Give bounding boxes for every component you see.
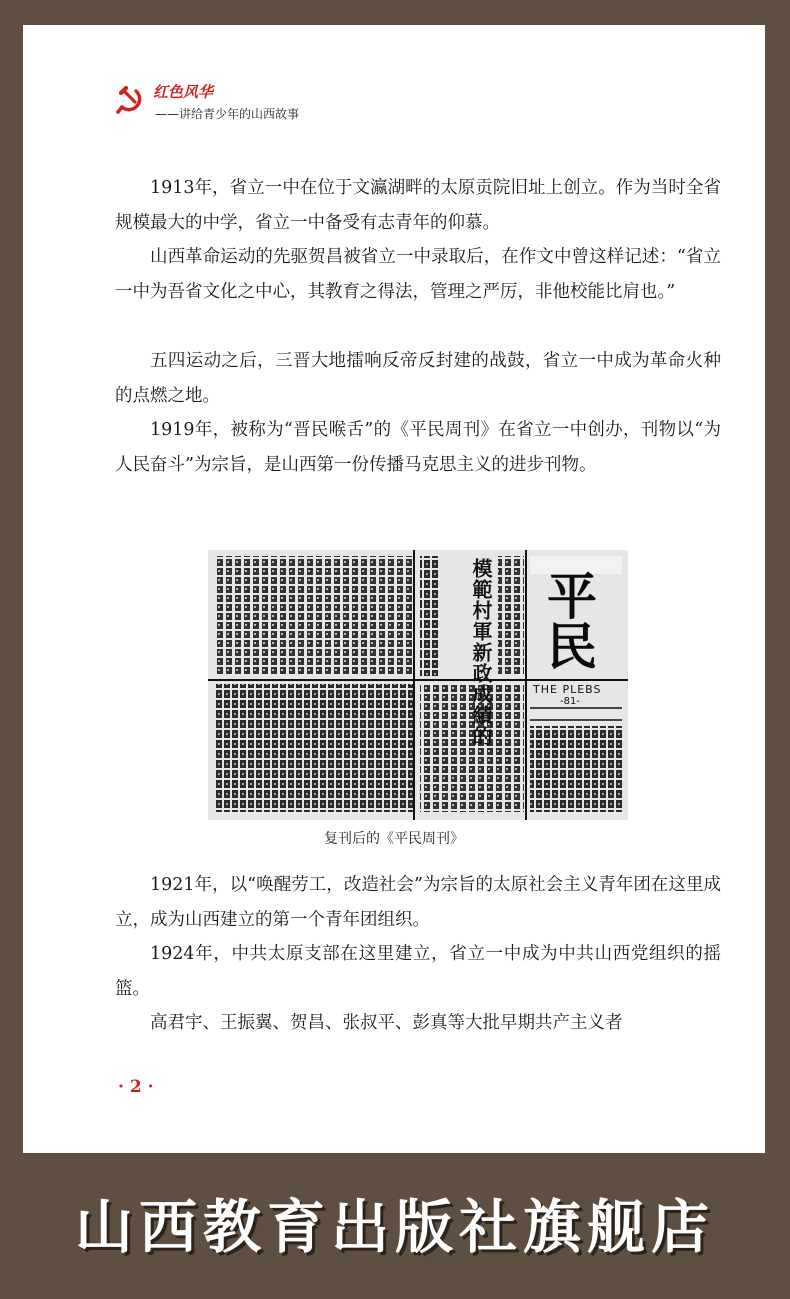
figure-caption: 复刊后的《平民周刊》 — [324, 831, 464, 847]
hammer-sickle-icon — [115, 85, 145, 115]
paragraph-2: 山西革命运动的先驱贺昌被省立一中录取后，在作文中曾这样记述：“省立一中为吾省文化之中心，其教育之得法，管理之严厉，非他校能比肩也。” — [115, 247, 721, 302]
paragraph-3: 五四运动之后，三晋大地擂响反帝反封建的战鼓，省立一中成为革命火种的点燃之地。 — [115, 351, 721, 406]
paragraph-1: 1913年，省立一中在位于文瀛湖畔的太原贡院旧址上创立。作为当时全省规模最大的中学，省立一中备受有志青年的仰慕。 — [115, 178, 721, 233]
paragraph-4: 1919年，被称为“晋民喉舌”的《平民周刊》在省立一中创办，刊物以“为人民奋斗”为宗旨，是山西第一份传播马克思主义的进步刊物。 — [115, 420, 721, 475]
page-number: · 2 · — [118, 1077, 154, 1097]
series-subtitle: ——讲给青少年的山西故事 — [155, 107, 300, 121]
newspaper-masthead: 平民 — [539, 570, 598, 670]
newspaper-image — [208, 550, 628, 820]
newspaper-issue: -81- — [560, 696, 580, 707]
newspaper-masthead-en: THE PLEBS — [533, 683, 602, 696]
paragraph-6: 1924年，中共太原支部在这里建立，省立一中成为中共山西党组织的摇篮。 — [115, 944, 721, 999]
book-page — [23, 25, 765, 1153]
newspaper-headline: 模範村軍新政成績的 — [469, 558, 493, 747]
paragraph-5: 1921年，以“唤醒劳工，改造社会”为宗旨的太原社会主义青年团在这里成立，成为山西建立的第一个青年团组织。 — [115, 875, 721, 930]
series-title: 红色风华 — [153, 83, 214, 101]
paragraph-7: 高君宇、王振翼、贺昌、张叔平、彭真等大批早期共产主义者 — [150, 1013, 623, 1033]
store-banner: 山西教育出版社旗舰店 — [74, 1193, 715, 1261]
